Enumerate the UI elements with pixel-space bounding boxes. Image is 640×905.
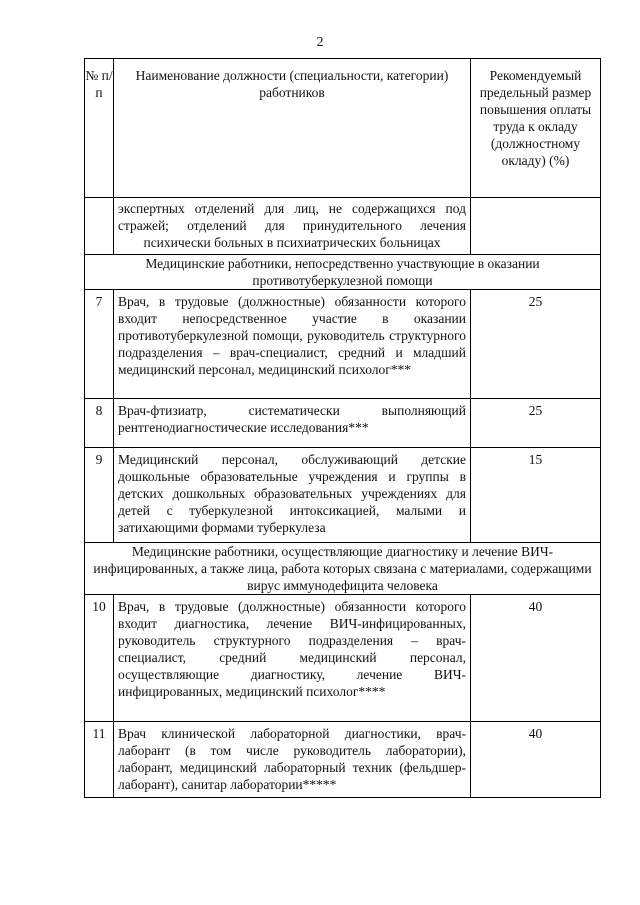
section-title-tb: Медицинские работники, непосредственно участвующие в оказании противотуберкулезной помощи <box>85 255 601 290</box>
table-row <box>85 399 601 448</box>
table-row <box>85 290 601 399</box>
header-num: № п/п <box>85 59 114 198</box>
section-row-hiv <box>85 543 601 595</box>
row-value: 25 <box>471 399 601 448</box>
continuation-num <box>85 198 114 255</box>
row-num: 9 <box>85 448 114 543</box>
section-title-hiv: Медицинские работники, осуществляющие диагностику и лечение ВИЧ-инфицированных, а также лица, работа которых связана с материалами, содержащими вирус иммунодефицита человека <box>85 543 601 595</box>
row-num: 11 <box>85 722 114 798</box>
continuation-value <box>471 198 601 255</box>
header-position: Наименование должности (специальности, категории) работников <box>114 59 471 198</box>
row-num: 7 <box>85 290 114 399</box>
row-value: 40 <box>471 595 601 722</box>
continuation-text: экспертных отделений для лиц, не содержащихся под стражей; отделений для принудительного лечения психически больных в психиатрических больницах <box>114 198 471 255</box>
row-value: 40 <box>471 722 601 798</box>
row-value: 15 <box>471 448 601 543</box>
page-number: 2 <box>316 35 324 50</box>
row-position: Врач, в трудовые (должностные) обязанности которого входит диагностика, лечение ВИЧ-инфицированных, руководитель структурного подразделения – врач-специалист, средний медицинский персонал, осуществляющие диагностику, лечение ВИЧ-инфицированных, медицинский психолог**** <box>114 595 471 722</box>
row-num: 10 <box>85 595 114 722</box>
table-row <box>85 595 601 722</box>
row-num: 8 <box>85 399 114 448</box>
row-position: Врач, в трудовые (должностные) обязанности которого входит непосредственное участие в оказании противотуберкулезной помощи, руководитель структурного подразделения – врач-специалист, средний и младший медицинский персонал, медицинский психолог*** <box>114 290 471 399</box>
continuation-row <box>85 198 601 255</box>
row-value: 25 <box>471 290 601 399</box>
table-row <box>85 448 601 543</box>
row-position: Медицинский персонал, обслуживающий детские дошкольные образовательные учреждения и группы в детских дошкольных образовательных учреждениях для детей с туберкулезной интоксикацией, малыми и затихающими формами туберкулеза <box>114 448 471 543</box>
row-position: Врач клинической лабораторной диагностики, врач-лаборант (в том числе руководитель лаборатории), лаборант, медицинский лабораторный техник (фельдшер-лаборант), санитар лаборатории***** <box>114 722 471 798</box>
table-row <box>85 722 601 798</box>
table-header-row <box>85 59 601 198</box>
header-value: Рекомендуемый предельный размер повышения оплаты труда к окладу (должностному окладу) (%) <box>471 59 601 198</box>
row-position: Врач-фтизиатр, систематически выполняющий рентгенодиагностические исследования*** <box>114 399 471 448</box>
allowance-table <box>84 58 601 798</box>
section-row-tb <box>85 255 601 290</box>
